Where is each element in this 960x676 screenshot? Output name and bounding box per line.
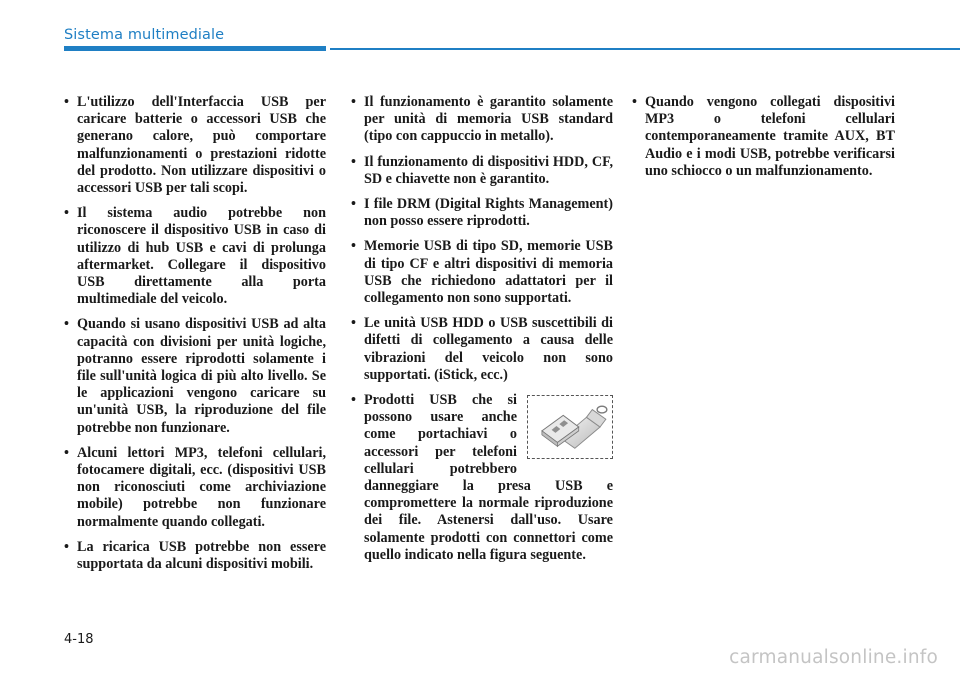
list-item: • Le unità USB HDD o USB suscettibili di difetti di collegamento a causa delle vibrazioni del veicolo non sono supportati. (iStick, ecc.) xyxy=(351,315,613,383)
usb-connector-figure xyxy=(527,395,613,459)
usb-connector-icon xyxy=(528,396,612,458)
header-rule-thick xyxy=(64,46,326,51)
list-item: • Prodotti USB che si possono usare anche come portachiavi o accessori per telefoni cellulari potrebbero danneggiare la presa USB e compromettere la normale riproduzione dei file. Astenersi dall'uso. Usare solamente prodotti con connettori come quello indicato nella figura seguente. xyxy=(351,392,613,563)
bullet-icon: • xyxy=(351,238,356,255)
list-item: • I file DRM (Digital Rights Management) non posso essere riprodotti. xyxy=(351,196,613,230)
bullet-icon: • xyxy=(64,316,69,333)
column-1 xyxy=(64,94,326,581)
column-3 xyxy=(632,94,895,188)
bullet-list xyxy=(351,94,613,564)
bullet-list xyxy=(64,94,326,573)
bullet-icon: • xyxy=(64,205,69,222)
bullet-icon: • xyxy=(64,538,69,555)
list-item: • Il funzionamento di dispositivi HDD, CF, SD e chiavette non è garantito. xyxy=(351,153,613,187)
list-item: • Alcuni lettori MP3, telefoni cellulari, fotocamere digitali, ecc. (dispositivi USB non riconosciuti come archiviazione mobile) potrebbe non funzionare normalmente quando collegati. xyxy=(64,444,326,530)
bullet-icon: • xyxy=(351,196,356,213)
bullet-icon: • xyxy=(632,94,637,110)
bullet-icon: • xyxy=(351,392,356,409)
page-number: 4-18 xyxy=(64,632,94,647)
column-2 xyxy=(351,94,613,572)
bullet-icon: • xyxy=(64,94,69,110)
list-item: • La ricarica USB potrebbe non essere supportata da alcuni dispositivi mobili. xyxy=(64,538,326,573)
list-item: • L'utilizzo dell'Interfaccia USB per caricare batterie o accessori USB che generano calore, può comportare malfunzionamenti o prestazioni ridotte del prodotto. Non utilizzare dispositivi o accessori USB per tali scopi. xyxy=(64,94,326,197)
bullet-icon: • xyxy=(351,315,356,332)
watermark: carmanualsonline.info xyxy=(729,647,938,668)
list-item: • Il sistema audio potrebbe non riconoscere il dispositivo USB in caso di utilizzo di hub USB e cavi di prolunga aftermarket. Collegare il dispositivo USB direttamente alla porta multimediale del veicolo. xyxy=(64,205,326,308)
list-item: • Quando si usano dispositivi USB ad alta capacità con divisioni per unità logiche, potranno essere riprodotti solamente i file sull'unità logica di più alto livello. Se le applicazioni vengono caricare su un'unità USB, la riproduzione del file potrebbe non funzionare. xyxy=(64,316,326,436)
list-item: • Il funzionamento è garantito solamente per unità di memoria USB standard (tipo con cappuccio in metallo). xyxy=(351,94,613,145)
header-rule-thin xyxy=(330,48,960,50)
bullet-icon: • xyxy=(64,444,69,461)
bullet-list xyxy=(632,94,895,180)
bullet-icon: • xyxy=(351,153,356,170)
bullet-icon: • xyxy=(351,94,356,110)
list-item: • Quando vengono collegati dispositivi MP3 o telefoni cellulari contemporaneamente tramite AUX, BT Audio e i modi USB, potrebbe verificarsi uno schiocco o un malfunzionamento. xyxy=(632,94,895,179)
section-title: Sistema multimediale xyxy=(64,27,225,43)
list-item: • Memorie USB di tipo SD, memorie USB di tipo CF e altri dispositivi di memoria USB che richiedono adattatori per il collegamento non sono supportati. xyxy=(351,238,613,307)
